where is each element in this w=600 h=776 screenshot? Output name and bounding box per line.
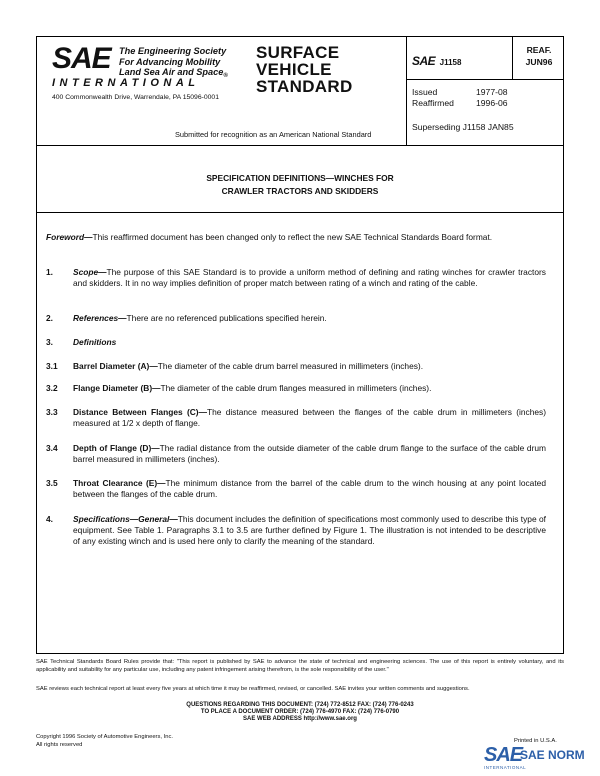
- supersedes-note: Superseding J1158 JAN85: [412, 122, 514, 132]
- sae-logo: SAE: [52, 42, 111, 75]
- issued-label: Issued: [412, 87, 438, 97]
- foreword-text: This reaffirmed document has been changed only to reflect the new SAE Technical Standards Board format.: [92, 232, 493, 242]
- submitted-note: Submitted for recognition as an American National Standard: [175, 130, 372, 139]
- section-label: Specifications—General—: [73, 514, 178, 524]
- section-label: Flange Diameter (B)—: [73, 383, 161, 393]
- document-title: [36, 172, 564, 198]
- contact-order: TO PLACE A DOCUMENT ORDER: (724) 776-4970 FAX: (724) 776-0790: [200, 709, 400, 716]
- section-text: The diameter of the cable drum flanges measured in millimeters (inches).: [160, 383, 432, 393]
- section-body: [73, 383, 546, 394]
- section-number: 3.3: [46, 407, 58, 417]
- tagline-line-3: Land Sea Air and Space$_®$: [119, 67, 228, 79]
- section-text: There are no referenced publications specified herein.: [126, 313, 327, 323]
- printed-note: Printed in U.S.A.: [514, 738, 557, 744]
- section-3-4: [46, 443, 546, 467]
- standard-title-line-2: VEHICLE: [256, 60, 332, 79]
- standard-title: [256, 44, 353, 95]
- section-number: 3.1: [46, 361, 58, 371]
- international-label: INTERNATIONAL: [52, 77, 200, 89]
- tagline-line-2: For Advancing Mobility: [119, 56, 221, 67]
- doc-number: J1158: [439, 58, 462, 67]
- contact-questions: QUESTIONS REGARDING THIS DOCUMENT: (724) 772-8512 FAX: (724) 776-0243: [186, 702, 414, 708]
- section-label: Throat Clearance (E)—: [73, 478, 166, 488]
- section-number: 3.2: [46, 383, 58, 393]
- section-number: 3.: [46, 337, 53, 347]
- header-divider: [36, 145, 564, 146]
- section-3-1: [46, 361, 546, 373]
- section-number: 3.5: [46, 478, 58, 488]
- section-body: [73, 407, 546, 429]
- status-block: [517, 44, 561, 68]
- sae-address: 400 Commonwealth Drive, Warrendale, PA 15096-0001: [52, 94, 219, 101]
- section-3-2: [46, 383, 546, 395]
- copyright: [36, 734, 173, 749]
- section-number: 4.: [46, 514, 53, 524]
- reaffirmed-value: 1996-06: [476, 98, 508, 108]
- status-line-1: REAF.: [526, 45, 552, 55]
- copyright-line-1: Copyright 1996 Society of Automotive Engineers, Inc.: [36, 734, 173, 740]
- section-definitions: [46, 337, 546, 349]
- section-body: [73, 361, 546, 372]
- section-text: The radial distance from the outside diameter of the cable drum flange to the surface of the cable drum barrel measured in millimeters (inches).: [73, 443, 546, 464]
- watermark-logo: SAE: [484, 744, 523, 766]
- section-body: [73, 337, 546, 348]
- document-title-line-2: CRAWLER TRACTORS AND SKIDDERS: [221, 186, 379, 196]
- section-label: Definitions: [73, 337, 117, 347]
- document-title-line-1: SPECIFICATION DEFINITIONS—WINCHES FOR: [206, 173, 394, 183]
- section-label: Depth of Flange (D)—: [73, 443, 160, 453]
- section-specifications: [46, 514, 546, 562]
- standard-title-line-3: STANDARD: [256, 77, 353, 96]
- contact-web: SAE WEB ADDRESS http://www.sae.org: [243, 716, 357, 723]
- section-3-5: [46, 478, 546, 502]
- status-column-divider: [512, 36, 513, 79]
- section-3-3: [46, 407, 546, 431]
- standard-title-line-1: SURFACE: [256, 43, 340, 62]
- section-number: 1.: [46, 267, 53, 277]
- section-label: References—: [73, 313, 127, 323]
- section-number: 2.: [46, 313, 53, 323]
- contact-info: [100, 702, 500, 724]
- policy-note: SAE Technical Standards Board Rules provide that: "This report is published by SAE to advance the state of technical and engineering sciences. The use of this report is entirely voluntary, and its applicability and suitability for any particular use, including any patent infringement arising therefrom, is the sole responsibility of the user.": [36, 659, 564, 673]
- section-body: [73, 443, 546, 465]
- foreword: [46, 232, 546, 243]
- section-text: The purpose of this SAE Standard is to provide a uniform method of defining and rating winches for crawler tractors and skidders. It in no way implies definition of proper match between rating of a winch and rating of the cable.: [73, 267, 546, 288]
- review-note: SAE reviews each technical report at least every five years at which time it may be reaffirmed, revised, or cancelled. SAE invites your written comments and suggestions.: [36, 686, 470, 692]
- watermark-sub: INTERNATIONAL: [484, 765, 527, 770]
- title-divider: [36, 212, 564, 213]
- docnum-divider: [406, 79, 564, 80]
- foreword-label: Foreword—: [46, 232, 93, 242]
- section-references: [46, 313, 546, 325]
- section-body: [73, 313, 546, 324]
- section-text: The distance measured between the flanges of the cable drum in millimeters (inches) measured at 1/2 x depth of flange.: [73, 407, 546, 428]
- tagline-line-1: The Engineering Society: [119, 46, 227, 56]
- status-line-2: JUN96: [525, 57, 553, 67]
- section-text: This document includes the definition of specifications most commonly used to describe this type of equipment. See Table 1. Paragraphs 3.1 to 3.5 are further defined by Figure 1. The illustration is not intended to be descriptive of any existing winch and is used here only to clarify the meaning of the standard.: [73, 514, 546, 546]
- section-number: 3.4: [46, 443, 58, 453]
- reaffirmed-label: Reaffirmed: [412, 98, 454, 108]
- issued-value: 1977-08: [476, 87, 508, 97]
- section-body: [73, 267, 546, 289]
- section-label: Scope—: [73, 267, 107, 277]
- sae-norm-watermark: [484, 744, 596, 774]
- section-text: The diameter of the cable drum barrel measured in millimeters (inches).: [157, 361, 424, 371]
- watermark-text: SAE NORM: [520, 748, 585, 762]
- header-column-divider: [406, 36, 407, 145]
- doc-sae-logo: SAE: [412, 54, 436, 68]
- section-label: Distance Between Flanges (C)—: [73, 407, 207, 417]
- section-body: [73, 478, 546, 500]
- registered-mark: ®: [223, 73, 228, 79]
- doc-number-block: [412, 52, 461, 70]
- section-label: Barrel Diameter (A)—: [73, 361, 158, 371]
- section-scope: [46, 267, 546, 301]
- section-body: [73, 514, 546, 547]
- copyright-line-2: All rights reserved: [36, 741, 83, 748]
- section-text: The minimum distance from the barrel of the cable drum to the winch housing at any point located between the flanges of the cable drum.: [73, 478, 546, 499]
